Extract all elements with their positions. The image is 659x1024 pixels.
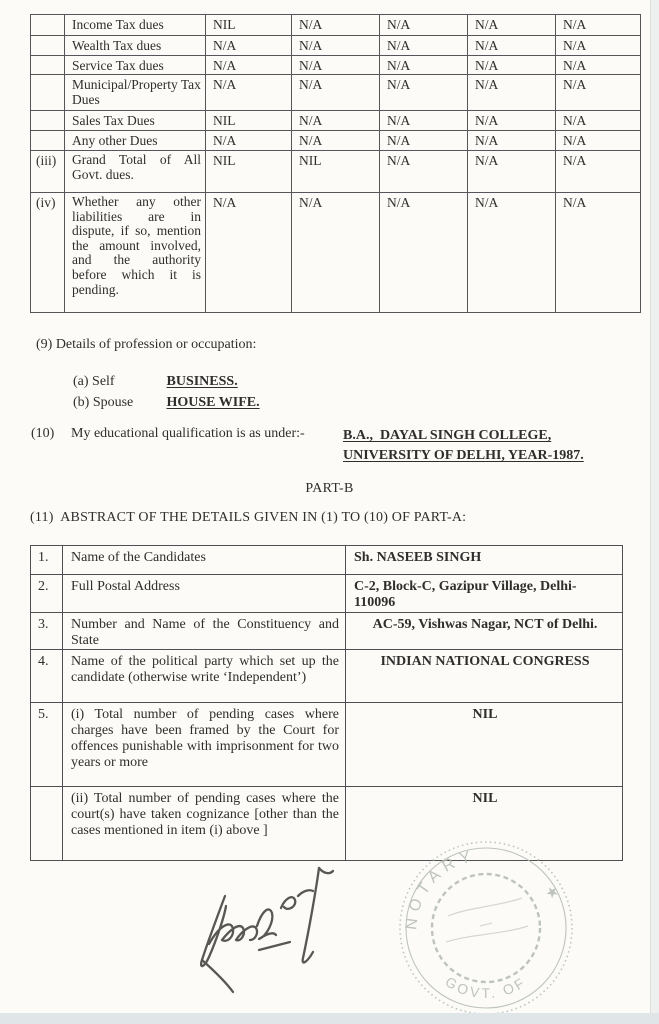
cell-value: N/A <box>206 131 292 151</box>
cell-value: N/A <box>292 15 380 36</box>
section-10-text: My educational qualification is as under:- <box>71 426 305 441</box>
cell-value: N/A <box>292 193 380 313</box>
row-index: 3. <box>31 613 63 650</box>
cell-value: N/A <box>292 36 380 56</box>
cell-value: N/A <box>556 36 641 56</box>
row-label: Full Postal Address <box>63 575 346 613</box>
row-index: (iv) <box>31 193 65 313</box>
cell-value: N/A <box>380 15 468 36</box>
row-label: Wealth Tax dues <box>65 36 206 56</box>
cell-value: N/A <box>380 151 468 193</box>
profession-self-value: BUSINESS. <box>166 374 238 389</box>
cell-value: N/A <box>468 56 556 75</box>
cell-value: N/A <box>556 151 641 193</box>
stamp-top-text: NOTARY <box>403 847 479 931</box>
cell-value: N/A <box>292 111 380 131</box>
stamp-scalloped-ring <box>432 874 540 982</box>
cell-value: N/A <box>556 111 641 131</box>
row-index <box>31 131 65 151</box>
table-row <box>31 75 641 111</box>
table-row <box>31 703 623 787</box>
cell-value: N/A <box>380 75 468 111</box>
cell-value: N/A <box>380 131 468 151</box>
row-value: NIL <box>346 703 623 787</box>
part-b-title: PART-B <box>305 481 354 496</box>
cell-value: N/A <box>292 75 380 111</box>
row-label: Number and Name of the Constituency and State <box>63 613 346 650</box>
profession-spouse-value: HOUSE WIFE. <box>166 395 260 410</box>
cell-value: N/A <box>468 111 556 131</box>
row-label: Grand Total of All Govt. dues. <box>65 151 206 193</box>
row-label: Any other Dues <box>65 131 206 151</box>
section-9-heading: (9) Details of profession or occupation: <box>36 337 257 352</box>
row-label: Sales Tax Dues <box>65 111 206 131</box>
cell-value: N/A <box>206 56 292 75</box>
stamp-bottom-text: GOVT. OF <box>442 973 530 1002</box>
abstract-table <box>30 545 623 861</box>
cell-value: N/A <box>380 36 468 56</box>
row-label: (i) Total number of pending cases where charges have been framed by the Court for offences punishable with imprisonment for two years or more <box>63 703 346 787</box>
cell-value: N/A <box>556 75 641 111</box>
cell-value: N/A <box>206 75 292 111</box>
row-label: Service Tax dues <box>65 56 206 75</box>
scan-edge-bottom <box>0 1013 659 1024</box>
row-label: Name of the political party which set up the candidate (otherwise write ‘Independent’) <box>63 650 346 703</box>
signature-handwriting <box>175 848 345 1008</box>
row-index <box>31 36 65 56</box>
cell-value: N/A <box>468 193 556 313</box>
row-value: INDIAN NATIONAL CONGRESS <box>346 650 623 703</box>
education-qualification-value <box>343 426 584 466</box>
row-index: 1. <box>31 546 63 575</box>
table-row <box>31 131 641 151</box>
row-index: (iii) <box>31 151 65 193</box>
cell-value: N/A <box>380 111 468 131</box>
scan-edge-right <box>650 0 659 1024</box>
row-label: (ii) Total number of pending cases where the court(s) have taken cognizance [other than the cases mentioned in item (i) above ] <box>63 787 346 861</box>
row-index <box>31 787 63 861</box>
section-10-number: (10) <box>31 426 55 441</box>
cell-value: N/A <box>468 36 556 56</box>
row-value: Sh. NASEEB SINGH <box>346 546 623 575</box>
cell-value: N/A <box>556 193 641 313</box>
cell-value: N/A <box>468 75 556 111</box>
row-index <box>31 15 65 36</box>
table-row <box>31 111 641 131</box>
row-value: C-2, Block-C, Gazipur Village, Delhi-110096 <box>346 575 623 613</box>
table-row <box>31 613 623 650</box>
table-row <box>31 36 641 56</box>
cell-value: N/A <box>206 193 292 313</box>
table-row <box>31 546 623 575</box>
cell-value: N/A <box>380 193 468 313</box>
profession-self-label: (a) Self <box>73 374 115 389</box>
table-row <box>31 193 641 313</box>
cell-value: NIL <box>292 151 380 193</box>
row-label: Municipal/Property Tax Dues <box>65 75 206 111</box>
row-index: 5. <box>31 703 63 787</box>
education-line-1: B.A., DAYAL SINGH COLLEGE, <box>343 428 552 443</box>
cell-value: N/A <box>380 56 468 75</box>
cell-value: N/A <box>468 131 556 151</box>
notary-stamp <box>396 838 576 1018</box>
cell-value: N/A <box>468 151 556 193</box>
stamp-scribble-line <box>448 898 522 916</box>
cell-value: N/A <box>292 56 380 75</box>
row-index: 4. <box>31 650 63 703</box>
stamp-scribble-line <box>446 926 528 942</box>
profession-spouse-row <box>73 395 260 411</box>
table-row <box>31 56 641 75</box>
stamp-scribble-line <box>480 923 492 926</box>
cell-value: NIL <box>206 15 292 36</box>
row-index <box>31 75 65 111</box>
education-line-2: UNIVERSITY OF DELHI, YEAR-1987. <box>343 448 584 463</box>
cell-value: NIL <box>206 111 292 131</box>
cell-value: N/A <box>556 131 641 151</box>
cell-value: N/A <box>292 131 380 151</box>
row-label: Name of the Candidates <box>63 546 346 575</box>
cell-value: N/A <box>556 56 641 75</box>
cell-value: N/A <box>206 36 292 56</box>
row-index <box>31 56 65 75</box>
table-row <box>31 575 623 613</box>
cell-value: N/A <box>556 15 641 36</box>
stamp-star-icon: ★ <box>541 881 563 904</box>
section-11-heading: (11) ABSTRACT OF THE DETAILS GIVEN IN (1) TO (10) OF PART-A: <box>30 510 467 525</box>
row-value: NIL <box>346 787 623 861</box>
row-index: 2. <box>31 575 63 613</box>
cell-value: N/A <box>468 15 556 36</box>
row-index <box>31 111 65 131</box>
table-row <box>31 15 641 36</box>
profession-self-row <box>73 374 238 390</box>
row-label: Whether any other liabilities are in dispute, if so, mention the amount involved, and the authority before which it is pending. <box>65 193 206 313</box>
profession-spouse-label: (b) Spouse <box>73 395 134 410</box>
govt-dues-table <box>30 14 641 313</box>
row-label: Income Tax dues <box>65 15 206 36</box>
cell-value: NIL <box>206 151 292 193</box>
table-row <box>31 650 623 703</box>
table-row <box>31 151 641 193</box>
row-value: AC-59, Vishwas Nagar, NCT of Delhi. <box>346 613 623 650</box>
